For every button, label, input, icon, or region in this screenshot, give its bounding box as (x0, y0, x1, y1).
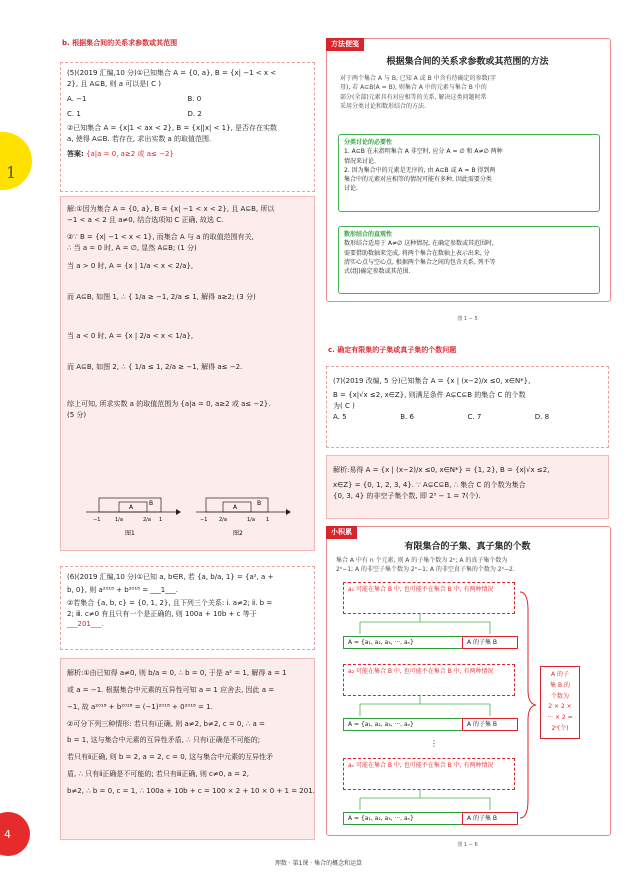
subset-count-note (540, 666, 580, 739)
fig2-label-A: A (233, 504, 238, 511)
classification-line: 1. A⊆B 在未指明集合 A 非空时, 应分 A = ∅ 和 A≠∅ 两种 (344, 148, 503, 156)
sol7-line: x∈Z} = {0, 1, 2, 3, 4}. ∵ A⊊C⊆B, ∴ 集合 C 的个数为集合 (333, 480, 526, 489)
visual-box (338, 226, 600, 294)
sol6-line: −1, 故 a²⁰¹⁸ + b²⁰¹⁸ = (−1)²⁰¹⁸ + 0²⁰¹⁸ = 1. (67, 702, 213, 711)
page-number: 4 (4, 828, 11, 841)
question-7-box (326, 366, 609, 448)
set-a-box-3: A = {a₁, a₂, a₃, ···, aₙ} (343, 812, 463, 825)
fig2-tick-minus1: −1 (200, 517, 208, 523)
q6-line: (6)(2019 汇编,10 分)①已知 a, b∈R, 若 {a, b/a, 1} = {a², a + (67, 573, 274, 581)
sol5-line: 而 A⊆B, 如图 1, ∴ { 1/a ≥ −1, 2/a ≤ 1, 解得 a≥2; (3 分) (67, 293, 256, 302)
q5-part2-line: ②已知集合 A = {x|1 < ax < 2}, B = {x||x| < 1}, 是否存在实数 (67, 124, 278, 133)
solution-5-box (60, 196, 315, 551)
q5-choices (67, 94, 308, 105)
classification-title: 分类讨论的必要性 (344, 139, 393, 146)
q6-line: b, 0}, 则 a²⁰¹⁸ + b²⁰¹⁸ = ___1___. (67, 585, 178, 594)
q5-answer: {a|a = 0, a≥2 或 a≤ −2} (86, 150, 174, 159)
method-body-line: 对于两个集合 A 与 B, 已知 A 或 B 中含有待确定的参数(字 (340, 75, 496, 82)
q7-choice-a: A. 5 (333, 412, 347, 421)
sol7-line: {0, 3, 4} 的非空子集个数, 即 2³ − 1 = 7(个). (333, 491, 481, 500)
sol5-line: 综上可知, 所求实数 a 的取值范围为 {a|a = 0, a≥2 或 a≤ −2}. (67, 399, 271, 408)
classification-line: 情况来讨论. (344, 157, 376, 165)
figure-1-6-caption: 图 1 − 6 (457, 842, 478, 848)
solution-6-box (60, 658, 315, 840)
accumulation-title: 有限集合的子集、真子集的个数 (404, 542, 531, 552)
question-5-box (60, 62, 315, 192)
ellipsis-dots: ⋮ (430, 739, 438, 748)
q5-line: (5)(2019 汇编,10 分)①已知集合 A = {0, a}, B = {x| −1 < x < (67, 69, 277, 77)
sol5-line: −1 < a < 2 且 a≠0, 结合选项知 C 正确, 故选 C. (67, 215, 224, 224)
sol6-line: 或 a = −1. 根据集合中元素的互异性可知 a = 1 应舍去, 因此 a = (67, 685, 275, 694)
fig1-tick-minus1: −1 (93, 517, 101, 523)
subset-b-box-1: A 的子集 B (462, 636, 518, 649)
q5-choice-c: C. 1 (67, 109, 81, 118)
page-footer: 理数 · 第1课 · 集合的概念和运算 (274, 860, 363, 867)
sol5-line: 而 A⊆B, 如图 2, ∴ { 1/a ≤ 1, 2/a ≥ −1, 解得 a≤ −2. (67, 362, 243, 371)
visual-title: 数形结合的直观性 (344, 231, 393, 238)
count-line: 个数为 (550, 692, 569, 700)
sol6-line: b≠2, ∴ b = 0, c = 1, ∴ 100a + 10b + c = 100 × 2 + 10 × 0 + 1 = 201. (67, 786, 315, 795)
classification-line: 讨论. (344, 185, 358, 193)
note-a2: a₂ 可能在集合 B 中, 也可能不在集合 B 中, 有两种情况 (343, 664, 515, 696)
fig1-tick-1: 1 (159, 517, 163, 523)
solution-7-box (326, 455, 609, 519)
section-title-b: b. 根据集合间的关系求参数或其范围 (62, 39, 178, 47)
q5-part2-line: a, 使得 A⊆B. 若存在, 求出实数 a 的取值范围. (67, 135, 212, 144)
count-line: 2 × 2 × (548, 703, 572, 711)
figure-1-5-caption: 图 1 − 5 (457, 316, 478, 322)
section-title-c: c. 确定有限集的子集或真子集的个数问题 (328, 346, 457, 354)
sol6-line: ②可分下列三种情形: 若只有ⅰ正确, 则 a≠2, b≠2, c = 0, ∴ a = (67, 719, 265, 728)
accumulation-line: 2ⁿ−1; A 的非空子集个数为 2ⁿ−1; A 的非空真子集的个数为 2ⁿ−2. (336, 566, 515, 574)
method-title: 根据集合间的关系求参数或其范围的方法 (386, 57, 549, 67)
method-body (340, 74, 602, 111)
fig2-tick-2a: 2/a (219, 517, 227, 523)
method-body-line: 采用分类讨论和数形结合的方法. (340, 102, 426, 110)
sol6-line: b = 1, 这与集合中元素的互异性矛盾, ∴ 只有ⅰ正确是不可能的; (67, 736, 261, 745)
method-tag: 方法便笺 (326, 38, 364, 51)
count-line: ··· × 2 = (547, 714, 573, 722)
q5-answer-label: 答案: (67, 150, 84, 159)
note-an: aₙ 可能在集合 B 中, 也可能不在集合 B 中, 有两种情况 (343, 758, 515, 790)
figure-2 (196, 498, 291, 537)
fig2-label-B: B (257, 500, 262, 507)
q6-line: ②若集合 {a, b, c} = {0, 1, 2}, 且下列三个关系: ⅰ. a≠2; ⅱ. b = (67, 598, 273, 607)
sol5-line: ∴ 当 a = 0 时, A = ∅, 显然 A⊆B; (1 分) (67, 243, 197, 252)
q7-choice-c: C. 7 (467, 412, 482, 421)
q7-line: (7)(2019 改编, 5 分)已知集合 A = {x | (x−2)/x ≤0, x∈N*}, (333, 377, 531, 385)
sol5-line: 当 a < 0 时, A = {x | 2/a < x < 1/a}, (67, 332, 194, 341)
q7-line: B = {x|√x ≤2, x∈Z}, 则满足条件 A⊊C⊆B 的集合 C 的个数 (333, 390, 526, 399)
fig1-caption: 图1 (125, 530, 135, 537)
q5-choice-b: B. 0 (187, 94, 202, 103)
q5-choices-2 (67, 109, 308, 120)
classification-box (338, 134, 600, 212)
q6-line: 2; ⅲ. c≠0 有且只有一个是正确的, 则 100a + 10b + c 等于 (67, 609, 257, 618)
sol5-line: ②∵ B = {x| −1 < x < 1}, 而集合 A 与 a 的取值范围有关, (67, 232, 254, 241)
sol5-line: 当 a > 0 时, A = {x | 1/a < x < 2/a}, (67, 262, 194, 271)
figure-1 (86, 498, 181, 537)
visual-line: 式(组)确定参数或其范围. (344, 268, 411, 276)
fig2-caption: 图2 (233, 530, 243, 537)
classification-line: 2. 因为集合中的元素是无序的, 由 A⊆B 或 A = B 得到两 (344, 166, 496, 174)
sol6-line: 解析:①由已知得 a≠0, 则 b/a = 0, ∴ b = 0, 于是 a² = 1, 解得 a = 1 (67, 669, 287, 677)
visual-line: 需要借助数轴来完成, 将两个集合在数轴上表示出来, 分 (344, 249, 490, 257)
count-line: A 的子 (550, 671, 569, 678)
sol6-line: 若只有ⅱ正确, 则 b = 2, a = 2, c = 0, 这与集合中元素的互异性矛 (67, 753, 274, 762)
method-body-line: 部分(全部)元素具有对应相等的关系, 解决这类问题时常 (340, 93, 487, 101)
method-body-line: 母), 若 A⊆B(A = B), 则集合 A 中的元素与集合 B 中的 (340, 84, 487, 92)
q7-choice-b: B. 6 (400, 412, 414, 421)
count-line: 2ⁿ(个) (551, 724, 569, 732)
fig2-tick-1a: 1/a (247, 517, 255, 523)
sol6-line: 盾, ∴ 只有ⅱ正确是不可能的; 若只有ⅲ正确, 则 c≠0, a = 2, (67, 770, 249, 779)
fig2-tick-1: 1 (266, 517, 270, 523)
set-a-box-1: A = {a₁, a₂, a₃, ···, aₙ} (343, 636, 463, 649)
accumulation-line: 集合 A 中有 n 个元素, 则 A 的子集个数为 2ⁿ; A 的真子集个数为 (336, 557, 508, 564)
q5-line: 2}, 且 A⊆B, 则 a 可以是( C ) (67, 79, 162, 88)
chapter-tab-number: 1 (6, 163, 17, 182)
right-brace (518, 590, 538, 820)
q5-choice-d: D. 2 (187, 109, 202, 118)
q7-choice-d: D. 8 (534, 412, 550, 421)
set-a-box-2: A = {a₁, a₂, a₃, ···, aₙ} (343, 718, 463, 731)
fig1-label-B: B (149, 500, 154, 507)
connector-3 (340, 788, 530, 813)
q7-choices (333, 412, 602, 423)
q7-line: 为( C ) (333, 401, 355, 410)
fig1-label-A: A (129, 504, 134, 511)
note-a1: a₁ 可能在集合 B 中, 也可能不在集合 B 中, 有两种情况 (343, 582, 515, 614)
q5-choice-a: A. −1 (67, 94, 87, 103)
accumulation-tag: 小积累 (326, 526, 357, 539)
sol5-line: (5 分) (67, 410, 87, 419)
classification-line: 集合中的元素对应相等的情况可能有多种, 因此需要分类 (344, 176, 492, 184)
subset-b-box-2: A 的子集 B (462, 718, 518, 731)
fig1-tick-2a: 2/a (143, 517, 151, 523)
q6-answer-line: ___201___. (67, 620, 104, 629)
number-line-figures (81, 487, 296, 547)
sol7-line: 解析:易得 A = {x | (x−2)/x ≤0, x∈N*} = {1, 2}, B = {x|√x ≤2, (333, 466, 550, 474)
count-line: 集 B 的 (550, 681, 570, 689)
connector-2 (340, 694, 530, 719)
connector-1 (340, 612, 530, 637)
visual-line: 数形结合适用于 A≠∅ 这种情况, 在确定参数或其范围时, (344, 240, 494, 248)
sol5-line: 解:①因为集合 A = {0, a}, B = {x| −1 < x < 2}, 且 A⊆B, 所以 (67, 205, 275, 213)
subset-b-box-3: A 的子集 B (462, 812, 518, 825)
visual-line: 清实心点与空心点, 根据两个集合之间的包含关系, 列不等 (344, 258, 496, 266)
fig1-tick-1a: 1/a (115, 517, 123, 523)
accumulation-body (336, 556, 604, 575)
q5-answer-row (67, 149, 308, 160)
question-6-box (60, 566, 315, 650)
